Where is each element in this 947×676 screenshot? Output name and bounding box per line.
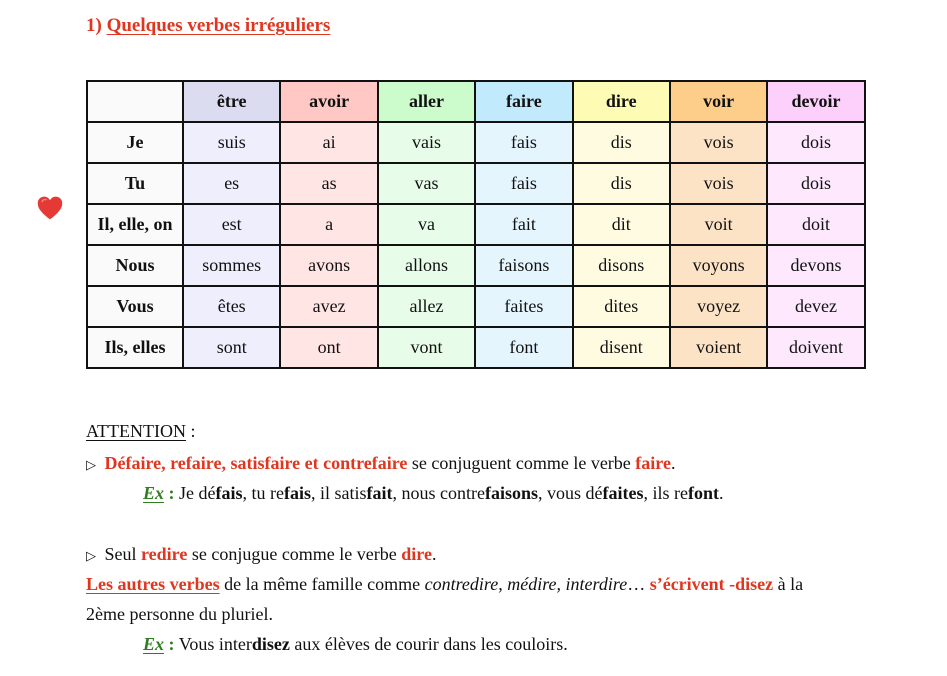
period: . <box>431 544 437 564</box>
form-cell: suis <box>183 122 280 163</box>
section-title-text: Quelques verbes irréguliers <box>106 15 331 36</box>
form-cell: vais <box>378 122 475 163</box>
form-cell: disons <box>573 245 670 286</box>
form-cell: faisons <box>475 245 572 286</box>
header-dire: dire <box>573 81 670 122</box>
example-colon: : <box>164 483 175 503</box>
triangle-bullet-icon: ▷ <box>86 457 96 472</box>
rule-disez <box>86 574 803 595</box>
rule-text: se conjuguent comme le verbe <box>407 453 636 473</box>
rule-text: de la même famille comme <box>219 574 425 594</box>
example-ending: fais <box>215 483 243 503</box>
table-header-row <box>87 81 865 122</box>
table-row <box>87 245 865 286</box>
pronoun-cell: Je <box>87 122 183 163</box>
example-text: aux élèves de courir dans les couloirs. <box>289 634 568 654</box>
form-cell: sont <box>183 327 280 368</box>
attention-colon: : <box>185 421 196 441</box>
triangle-bullet-icon: ▷ <box>86 548 96 563</box>
form-cell: voyons <box>670 245 767 286</box>
example-dire <box>143 634 568 655</box>
form-cell: fais <box>475 163 572 204</box>
pronoun-cell: Vous <box>87 286 183 327</box>
form-cell: doit <box>767 204 864 245</box>
header-etre: être <box>183 81 280 122</box>
example-text: Vous inter <box>174 634 252 654</box>
pronoun-cell: Il, elle, on <box>87 204 183 245</box>
header-voir: voir <box>670 81 767 122</box>
example-verbs: contredire, médire, interdire <box>424 574 628 594</box>
example-ending: fais <box>283 483 311 503</box>
example-label: Ex <box>143 483 165 503</box>
example-colon: : <box>164 634 175 654</box>
form-cell: doivent <box>767 327 864 368</box>
form-cell: fais <box>475 122 572 163</box>
attention-heading <box>86 421 196 442</box>
rule-disez-line2 <box>86 604 273 625</box>
form-cell: va <box>378 204 475 245</box>
example-ending: faites <box>602 483 644 503</box>
form-cell: faites <box>475 286 572 327</box>
form-cell: devons <box>767 245 864 286</box>
rule-dire <box>86 544 436 565</box>
redire-verb: redire <box>141 544 188 564</box>
form-cell: est <box>183 204 280 245</box>
header-corner <box>87 81 183 122</box>
dire-verb: dire <box>401 544 432 564</box>
form-cell: sommes <box>183 245 280 286</box>
form-cell: disent <box>573 327 670 368</box>
example-ending: font <box>687 483 719 503</box>
form-cell: êtes <box>183 286 280 327</box>
form-cell: ont <box>280 327 377 368</box>
example-ending: fait <box>366 483 393 503</box>
table-row <box>87 122 865 163</box>
section-number: 1) <box>86 15 102 36</box>
rule-text: à la <box>773 574 804 594</box>
rule-text: se conjugue comme le verbe <box>187 544 402 564</box>
form-cell: devez <box>767 286 864 327</box>
period: . <box>670 453 676 473</box>
table-row <box>87 204 865 245</box>
section-title <box>86 15 330 37</box>
attention-label: ATTENTION <box>86 421 186 441</box>
table-row <box>87 163 865 204</box>
form-cell: fait <box>475 204 572 245</box>
header-devoir: devoir <box>767 81 864 122</box>
example-text: , vous dé <box>538 483 603 503</box>
form-cell: es <box>183 163 280 204</box>
form-cell: dis <box>573 163 670 204</box>
form-cell: voient <box>670 327 767 368</box>
example-text: , il satis <box>310 483 367 503</box>
form-cell: dois <box>767 163 864 204</box>
heart-icon <box>36 194 64 222</box>
form-cell: as <box>280 163 377 204</box>
form-cell: ai <box>280 122 377 163</box>
form-cell: font <box>475 327 572 368</box>
header-faire: faire <box>475 81 572 122</box>
form-cell: dit <box>573 204 670 245</box>
form-cell: avez <box>280 286 377 327</box>
form-cell: voyez <box>670 286 767 327</box>
example-label: Ex <box>143 634 165 654</box>
pronoun-cell: Nous <box>87 245 183 286</box>
example-text: , ils re <box>643 483 688 503</box>
example-faire <box>143 483 723 504</box>
table-row <box>87 327 865 368</box>
form-cell: avons <box>280 245 377 286</box>
conjugation-table <box>86 80 866 369</box>
form-cell: dois <box>767 122 864 163</box>
form-cell: dis <box>573 122 670 163</box>
pronoun-cell: Ils, elles <box>87 327 183 368</box>
example-text: Je dé <box>174 483 216 503</box>
disez-rule: s’écrivent -disez <box>649 574 774 594</box>
header-aller: aller <box>378 81 475 122</box>
form-cell: vois <box>670 122 767 163</box>
rule-text: Seul <box>100 544 142 564</box>
form-cell: vont <box>378 327 475 368</box>
form-cell: voit <box>670 204 767 245</box>
rule-text: 2ème personne du pluriel. <box>86 604 273 624</box>
faire-family-verbs: Défaire, refaire, satisfaire et contrefaire <box>104 453 408 473</box>
form-cell: a <box>280 204 377 245</box>
reference-verb: faire <box>635 453 671 473</box>
example-text: , nous contre <box>392 483 485 503</box>
form-cell: dites <box>573 286 670 327</box>
table-row <box>87 286 865 327</box>
example-ending: disez <box>251 634 290 654</box>
header-avoir: avoir <box>280 81 377 122</box>
ellipsis: … <box>627 574 650 594</box>
example-text: . <box>718 483 724 503</box>
pronoun-cell: Tu <box>87 163 183 204</box>
form-cell: allez <box>378 286 475 327</box>
other-verbs-label: Les autres verbes <box>86 574 220 594</box>
form-cell: allons <box>378 245 475 286</box>
form-cell: vas <box>378 163 475 204</box>
example-ending: faisons <box>484 483 538 503</box>
example-text: , tu re <box>242 483 284 503</box>
rule-faire <box>86 453 675 474</box>
form-cell: vois <box>670 163 767 204</box>
